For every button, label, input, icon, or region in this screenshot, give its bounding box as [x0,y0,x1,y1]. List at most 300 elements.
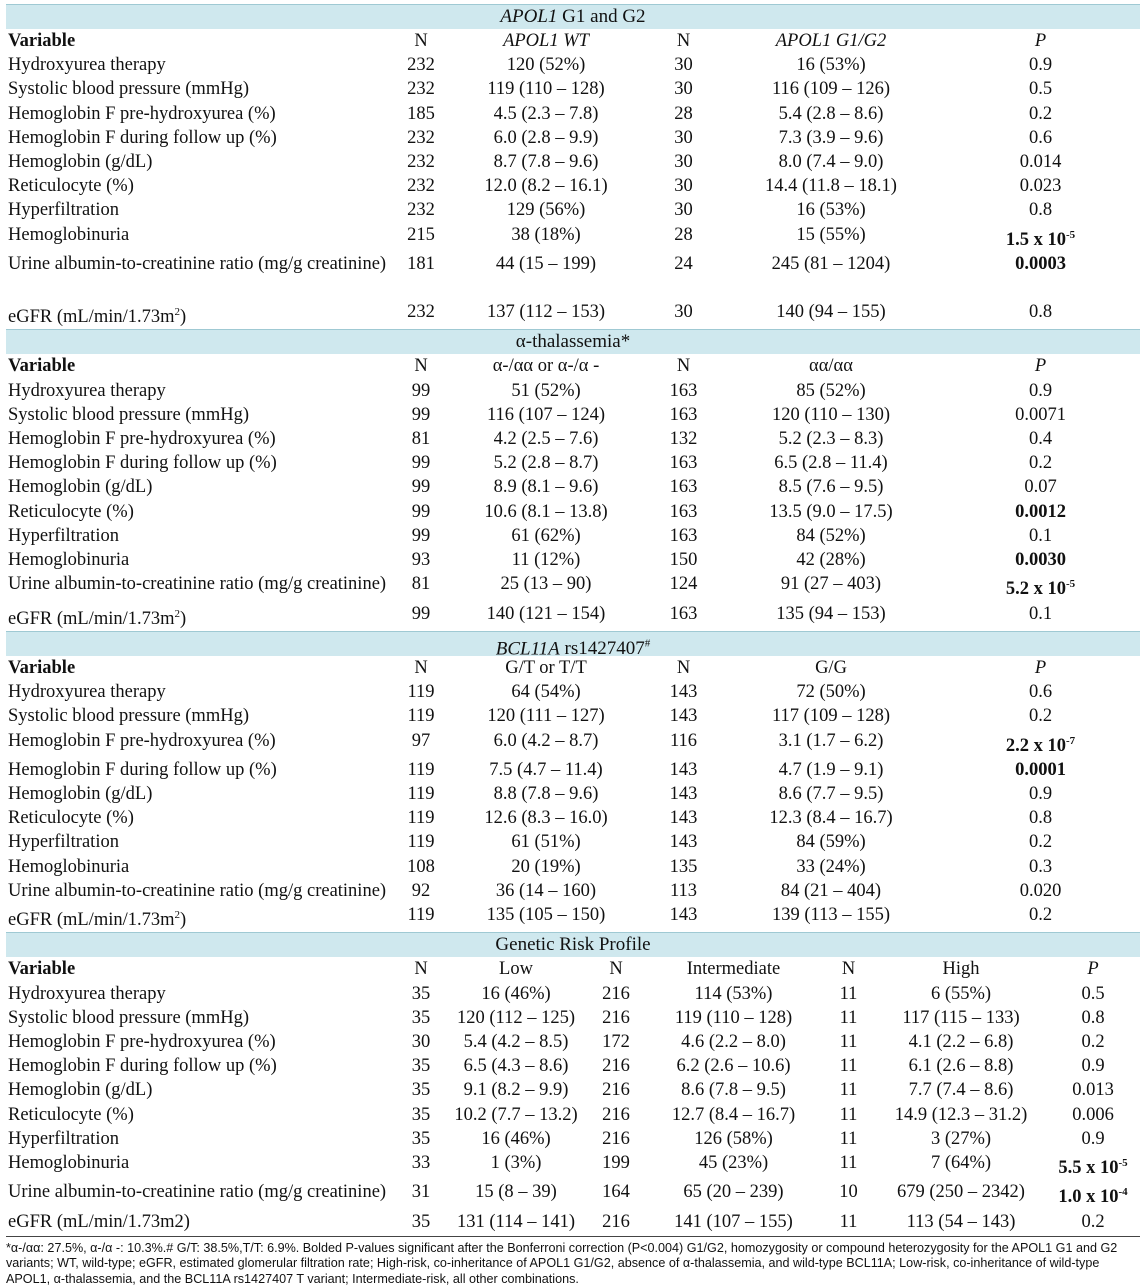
header-variable: Variable [8,657,76,678]
variable-cell: Reticulocyte (%) [8,176,134,197]
p-value-cell: 0.0030 [1015,549,1066,570]
variable-cell: Hyperfiltration [8,832,119,853]
table-row [6,223,1140,252]
value-cell: 38 (18%) [511,224,581,245]
table-row [6,1103,1140,1127]
value-cell: 13.5 (9.0 – 17.5) [769,501,893,522]
value-cell: 6.0 (2.8 – 9.9) [493,127,599,148]
table-row [6,1180,1140,1209]
p-value-cell: 2.2 x $10^{-7}$ [1005,734,1076,756]
p-value-cell: 0.5 [1028,79,1053,100]
section-title-gene: APOL1 [500,6,558,27]
value-cell: 6.5 (4.3 – 8.6) [463,1056,569,1077]
value-cell: 7.5 (4.7 – 11.4) [489,759,603,780]
table-row [6,524,1140,548]
value-cell: 172 [602,1032,630,1053]
header-n: N [414,657,428,678]
value-cell: 163 [669,477,698,498]
table-row [6,879,1140,903]
value-cell: 14.9 (12.3 – 31.2) [894,1104,1028,1125]
variable-cell: Hemoglobin F pre-hydroxyurea (%) [8,1032,276,1053]
p-value-cell: 5.5 x $10^{-5}$ [1058,1157,1128,1179]
value-cell: 8.0 (7.4 – 9.0) [778,152,884,173]
variable-cell: Hyperfiltration [8,525,119,546]
value-cell: 113 [669,880,698,901]
value-cell: 6.1 (2.6 – 8.8) [908,1056,1014,1077]
value-cell: 10.2 (7.7 – 13.2) [454,1104,578,1125]
value-cell: 33 [411,1153,431,1174]
value-cell: 9.1 (8.2 – 9.9) [463,1080,569,1101]
value-cell: 16 (46%) [481,1128,551,1149]
p-value-cell: 1.0 x $10^{-4}$ [1058,1186,1128,1208]
variable-cell: Reticulocyte (%) [8,808,134,829]
variable-cell: Hemoglobin (g/dL) [8,1080,153,1101]
header-n: N [676,31,691,51]
variable-cell: Reticulocyte (%) [8,1104,134,1125]
alpha-thal-table [6,354,1140,631]
value-cell: 30 [674,55,693,76]
value-cell: 16 (53%) [796,200,866,221]
value-cell: 11 [839,1007,858,1028]
table-row [6,427,1140,451]
header-high: High [942,959,980,980]
value-cell: 65 (20 – 239) [683,1182,784,1203]
value-cell: 117 (115 – 133) [902,1007,1020,1028]
exponent: -7 [1065,734,1076,747]
value-cell: 119 (110 – 128) [487,79,605,100]
table-row [6,174,1140,198]
value-cell: 36 (14 – 160) [495,880,597,901]
p-value-cell: 0.0071 [1015,404,1066,425]
value-cell: 113 (54 – 143) [906,1211,1016,1232]
p-value-cell: 0.0012 [1015,501,1066,522]
value-cell: 61 (62%) [511,525,581,546]
table-row [6,729,1140,758]
p-value-cell: 0.9 [1028,55,1053,76]
value-cell: 11 [839,1211,858,1232]
p-value-cell: 0.013 [1072,1080,1114,1101]
apol1-body [6,53,1140,329]
value-cell: 7 (64%) [930,1153,992,1174]
variable-cell: Systolic blood pressure (mmHg) [8,706,249,727]
value-cell: 4.2 (2.5 – 7.6) [493,428,599,449]
variable-cell: Hydroxyurea therapy [8,55,166,76]
variable-cell: Hydroxyurea therapy [8,682,166,703]
value-cell: 30 [411,1032,431,1053]
table-row [6,1127,1140,1151]
header-p: P [1034,657,1047,678]
value-cell: 185 [407,103,435,124]
value-cell: 216 [602,983,630,1004]
value-cell: 140 (94 – 155) [776,301,886,322]
value-cell: 12.6 (8.3 – 16.0) [484,808,608,829]
variable-cell: Hemoglobin F pre-hydroxyurea (%) [8,428,276,449]
header-n: N [676,356,691,377]
value-cell: 140 (121 – 154) [486,603,606,624]
value-cell: 6.5 (2.8 – 11.4) [774,453,888,474]
value-cell: 119 [407,905,435,926]
header-row [6,656,1140,680]
value-cell: 120 (112 – 125) [456,1007,575,1028]
table-row [6,53,1140,77]
value-cell: 28 [674,224,693,245]
value-cell: 132 [669,428,698,449]
value-cell: 97 [411,730,431,751]
exponent: 2 [174,909,180,922]
value-cell: 92 [411,880,431,901]
value-cell: 232 [407,152,435,173]
table-row [6,1151,1140,1180]
value-cell: 108 [407,856,435,877]
value-cell: 124 [669,574,698,595]
value-cell: 11 [839,1032,858,1053]
apol1-table [6,29,1140,329]
value-cell: 15 (55%) [796,224,866,245]
value-cell: 119 [407,706,435,727]
value-cell: 143 [669,784,698,805]
value-cell: 33 (24%) [796,856,866,877]
p-value-cell: 0.9 [1028,784,1053,805]
value-cell: 10.6 (8.1 – 13.8) [484,501,608,522]
value-cell: 143 [669,706,698,727]
value-cell: 116 [669,730,698,751]
section-title-rest: rs1427407# [559,637,651,660]
value-cell: 61 (51%) [511,832,581,853]
value-cell: 35 [411,1056,431,1077]
variable-cell: Urine albumin-to-creatinine ratio (mg/g creatinine) [8,1182,387,1203]
header-row [6,29,1140,53]
value-cell: 35 [411,1128,431,1149]
p-value-cell: 0.2 [1028,706,1053,727]
section-title-bcl11a [6,631,1140,660]
value-cell: 143 [669,808,698,829]
value-cell: 139 (113 – 155) [771,905,890,926]
value-cell: 119 [407,784,435,805]
value-cell: 84 (21 – 404) [780,880,882,901]
table-row [6,379,1140,403]
variable-cell: Hemoglobinuria [8,224,130,245]
variable-cell: Hyperfiltration [8,200,119,221]
value-cell: 232 [407,176,435,197]
value-cell: 81 [411,574,431,595]
value-cell: 91 (27 – 403) [780,574,882,595]
value-cell: 216 [602,1128,630,1149]
value-cell: 137 (112 – 153) [486,301,605,322]
variable-cell: Urine albumin-to-creatinine ratio (mg/g creatinine) [8,574,387,595]
p-value-cell: 0.9 [1028,380,1053,401]
value-cell: 143 [669,832,698,853]
p-value-cell: 0.2 [1081,1032,1105,1053]
p-value-cell: 0.5 [1081,983,1105,1004]
p-value-cell: 0.9 [1081,1128,1105,1149]
value-cell: 20 (19%) [511,856,581,877]
value-cell: 126 (58%) [694,1128,773,1149]
table-row [6,500,1140,524]
table-row [6,126,1140,150]
value-cell: 8.6 (7.8 – 9.5) [681,1080,786,1101]
value-cell: 84 (59%) [796,832,866,853]
table-row [6,403,1140,427]
value-cell: 5.4 (4.2 – 8.5) [463,1032,569,1053]
footnote-mark: # [644,637,651,650]
table-row [6,548,1140,572]
variable-cell: eGFR $(mL/\min/1.73m^2)$ [8,607,187,629]
value-cell: 35 [411,1104,431,1125]
variable-cell: Hemoglobin F pre-hydroxyurea (%) [8,730,276,751]
p-value-cell: 0.6 [1028,682,1053,703]
value-cell: 4.5 (2.3 – 7.8) [493,103,599,124]
value-cell: 4.6 (2.2 – 8.0) [681,1032,786,1053]
value-cell: 64 (54%) [511,682,581,703]
p-value-cell: 0.2 [1081,1211,1105,1232]
value-cell: 30 [674,152,693,173]
value-cell: 216 [602,1211,630,1232]
table-row [6,855,1140,879]
p-value-cell: 0.8 [1081,1007,1105,1028]
value-cell: 232 [407,55,435,76]
table-row [6,806,1140,830]
value-cell: 163 [669,603,698,624]
p-value-cell: 0.6 [1028,127,1053,148]
value-cell: 11 [839,1128,858,1149]
value-cell: 10 [839,1182,858,1203]
value-cell: 30 [674,200,693,221]
value-cell: 143 [669,905,698,926]
value-cell: 232 [407,127,435,148]
variable-cell: Hemoglobin F during follow up (%) [8,759,277,780]
variable-cell: Hemoglobin F pre-hydroxyurea (%) [8,103,276,124]
variable-cell: eGFR $(mL/\min/1.73m^2)$ [8,909,187,931]
table-row [6,102,1140,126]
header-n: N [841,959,856,980]
exponent: -5 [1065,228,1076,241]
table-row [6,602,1140,631]
value-cell: 11 [839,1153,858,1174]
bcl11a-table [6,656,1140,933]
variable-cell: Hemoglobinuria [8,1153,130,1174]
header-intermediate: Intermediate [686,959,781,980]
value-cell: 35 [411,1211,431,1232]
variable-cell: Hemoglobin F during follow up (%) [8,127,277,148]
value-cell: 216 [602,1104,630,1125]
value-cell: 232 [407,200,435,221]
p-value-cell: 0.023 [1019,176,1062,197]
value-cell: 7.3 (3.9 – 9.6) [778,127,884,148]
value-cell: 6 (55%) [930,983,992,1004]
variable-cell: Hemoglobin (g/dL) [8,784,153,805]
value-cell: 215 [407,224,435,245]
variable-cell: Systolic blood pressure (mmHg) [8,1007,249,1028]
value-cell: 12.7 (8.4 – 16.7) [671,1104,796,1125]
value-cell: 5.4 (2.8 – 8.6) [778,103,884,124]
value-cell: 42 (28%) [796,549,866,570]
table-row [6,252,1140,300]
header-p: P [1034,356,1047,377]
value-cell: 72 (50%) [796,682,866,703]
value-cell: 150 [669,549,698,570]
table-row [6,680,1140,704]
table-row [6,903,1140,932]
variable-cell: Reticulocyte (%) [8,501,134,522]
value-cell: 131 (114 – 141) [456,1211,575,1232]
header-variable: Variable [8,356,76,377]
variable-cell: Urine albumin-to-creatinine ratio (mg/g creatinine) [8,253,387,274]
table-row [6,150,1140,174]
value-cell: 99 [411,525,431,546]
value-cell: 216 [602,1080,630,1101]
value-cell: 11 [839,1056,858,1077]
p-value-cell: 0.4 [1028,428,1053,449]
value-cell: 30 [674,127,693,148]
value-cell: 135 (105 – 150) [486,905,606,926]
bcl11a-body [6,680,1140,932]
header-group-a: APOL1 WT [503,31,589,51]
p-value-cell: 0.2 [1028,103,1053,124]
value-cell: 28 [674,103,693,124]
value-cell: 119 [407,808,435,829]
value-cell: 4.1 (2.2 – 6.8) [908,1032,1014,1053]
exponent: 2 [174,305,180,318]
table-row [6,1210,1140,1234]
header-n: N [609,959,623,980]
value-cell: 35 [411,1007,431,1028]
table-row [6,475,1140,499]
value-cell: 4.7 (1.9 – 9.1) [778,759,884,780]
header-n: N [676,657,691,678]
variable-cell: Urine albumin-to-creatinine ratio (mg/g creatinine) [8,880,387,901]
value-cell: 15 (8 – 39) [475,1182,557,1203]
header-group-b: APOL1 G1/G2 [775,31,887,51]
value-cell: 135 [669,856,698,877]
header-n: N [414,959,428,980]
value-cell: 120 (52%) [506,55,586,76]
variable-cell: Hemoglobin F during follow up (%) [8,453,277,474]
table-row [6,1078,1140,1102]
header-n: N [414,356,428,377]
section-title-genetic-risk: Genetic Risk Profile [6,932,1140,957]
alpha-thal-body [6,379,1140,631]
p-value-cell: 0.1 [1028,603,1053,624]
value-cell: 119 [407,832,435,853]
value-cell: 163 [669,525,698,546]
table-row [6,1006,1140,1030]
table-row [6,830,1140,854]
risk-body [6,982,1140,1234]
variable-cell: Hydroxyurea therapy [8,380,166,401]
variable-cell: Hemoglobin F during follow up (%) [8,1056,277,1077]
p-value-cell: 0.8 [1028,200,1053,221]
value-cell: 141 (107 – 155) [674,1211,793,1232]
value-cell: 114 (53%) [694,983,773,1004]
table-row [6,758,1140,782]
value-cell: 135 (94 – 153) [776,603,886,624]
value-cell: 245 (81 – 1204) [771,253,891,274]
value-cell: 35 [411,983,431,1004]
value-cell: 11 [839,983,858,1004]
section-title-gene: BCL11A [495,638,560,660]
value-cell: 216 [602,1056,630,1077]
p-value-cell: 0.0001 [1015,759,1066,780]
exponent: -4 [1118,1186,1128,1199]
table-footnote: *α-/αα: 27.5%, α-/α -: 10.3%.# G/T: 38.5%,T/T: 6.9%. Bolded P-values significant after the Bonferroni correction (P<0.004) G1/G2, homozygosity or compound heterozygosity for the APOL1 G1 and G2 variants; WT, wild-type; eGFR, estimated glomerular filtration rate; High-risk, co-inheritance of APOL1 G1/G2, absence of α-thalassemia, and wild-type BCL11A; Low-risk, co-inheritance of wild-type APOL1, α-thalassemia, and the BCL11A rs1427407 T variant; Intermediate-risk, all other combinations. [6,1236,1140,1287]
value-cell: 99 [411,501,431,522]
header-group-b: G/G [815,657,847,678]
value-cell: 199 [602,1153,630,1174]
header-variable: Variable [8,31,76,51]
risk-table [6,957,1140,1234]
table-row [6,198,1140,222]
value-cell: 8.7 (7.8 – 9.6) [493,152,599,173]
value-cell: 120 (111 – 127) [487,706,605,727]
value-cell: 216 [602,1007,630,1028]
table-row [6,300,1140,329]
value-cell: 232 [407,301,435,322]
value-cell: 5.2 (2.8 – 8.7) [493,453,599,474]
value-cell: 129 (56%) [506,200,586,221]
table-row [6,1030,1140,1054]
value-cell: 119 (110 – 128) [674,1007,793,1028]
variable-cell: Hyperfiltration [8,1128,119,1149]
p-value-cell: 0.1 [1028,525,1053,546]
value-cell: 99 [411,603,431,624]
table-row [6,77,1140,101]
p-value-cell: 0.2 [1028,905,1053,926]
value-cell: 81 [411,428,431,449]
value-cell: 8.9 (8.1 – 9.6) [493,477,599,498]
section-title-apol1 [6,4,1140,29]
variable-cell: Systolic blood pressure (mmHg) [8,404,249,425]
p-value-cell: 0.014 [1019,152,1062,173]
value-cell: 31 [411,1182,431,1203]
value-cell: 116 (109 – 126) [771,79,890,100]
value-cell: 8.6 (7.7 – 9.5) [778,784,884,805]
value-cell: 8.5 (7.6 – 9.5) [778,477,884,498]
value-cell: 163 [669,380,698,401]
value-cell: 99 [411,453,431,474]
p-value-cell: 0.0003 [1015,253,1066,274]
value-cell: 1 (3%) [490,1153,542,1174]
p-value-cell: 0.07 [1024,477,1057,498]
value-cell: 6.0 (4.2 – 8.7) [493,730,599,751]
header-group-a: α-/αα or α-/α - [492,356,600,377]
value-cell: 14.4 (11.8 – 18.1) [765,176,897,197]
value-cell: 5.2 (2.3 – 8.3) [778,428,884,449]
p-value-cell: 1.5 x $10^{-5}$ [1005,228,1076,250]
value-cell: 679 (250 – 2342) [897,1182,1025,1203]
value-cell: 11 (12%) [511,549,581,570]
header-group-b: αα/αα [809,356,853,377]
value-cell: 99 [411,404,431,425]
section-title-alpha-thalassemia: α-thalassemia* [6,329,1140,354]
header-n: N [414,31,428,51]
p-value-cell: 0.8 [1028,808,1053,829]
p-value-cell: 0.8 [1028,301,1053,322]
variable-cell: Hydroxyurea therapy [8,983,166,1004]
value-cell: 163 [669,404,698,425]
table-row [6,704,1140,728]
p-value-cell: 0.2 [1028,453,1053,474]
value-cell: 11 [839,1080,858,1101]
table-row [6,451,1140,475]
value-cell: 12.0 (8.2 – 16.1) [484,176,608,197]
table-row [6,982,1140,1006]
variable-cell: Hemoglobin (g/dL) [8,477,153,498]
value-cell: 6.2 (2.6 – 10.6) [676,1056,791,1077]
value-cell: 24 [674,253,693,274]
value-cell: 99 [411,380,431,401]
variable-cell: eGFR (mL/min/1.73m2) [8,1211,190,1232]
value-cell: 143 [669,682,698,703]
